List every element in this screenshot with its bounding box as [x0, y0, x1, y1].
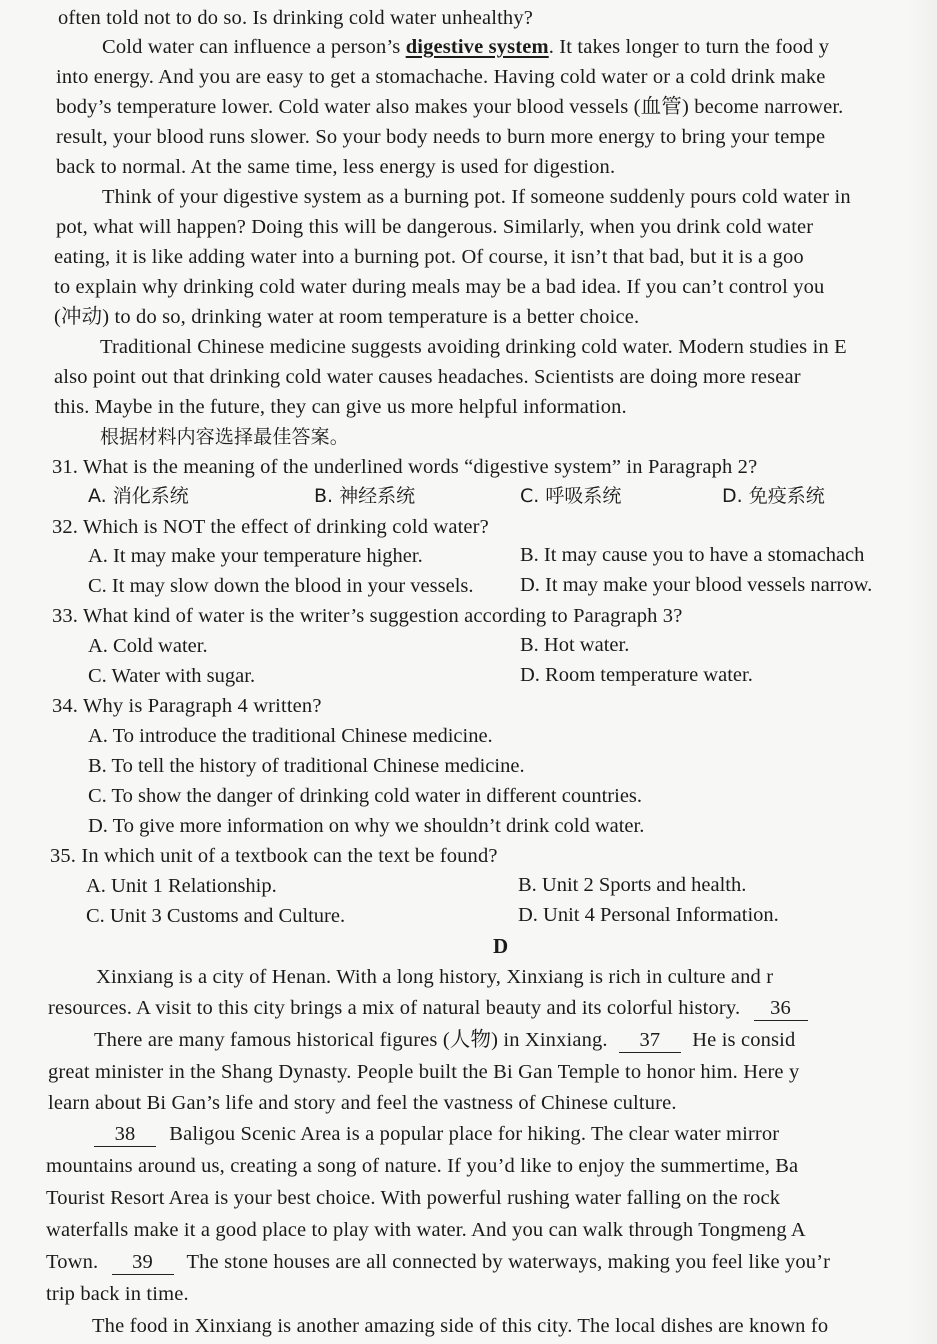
blank-38[interactable]: 38 [94, 1122, 156, 1147]
q35-option-d[interactable]: D. Unit 4 Personal Information. [518, 904, 779, 926]
passage-line: Traditional Chinese medicine suggests avoiding drinking cold water. Modern studies in E [100, 336, 847, 358]
question-32-stem: 32. Which is NOT the effect of drinking cold water? [52, 516, 489, 538]
q33-option-c[interactable]: C. Water with sugar. [88, 665, 256, 687]
q33-option-d[interactable]: D. Room temperature water. [520, 664, 753, 686]
passage-line: Tourist Resort Area is your best choice. With powerful rushing water falling on the rock [46, 1187, 781, 1209]
passage-line: learn about Bi Gan’s life and story and feel the vastness of Chinese culture. [48, 1092, 677, 1114]
passage-line: into energy. And you are easy to get a stomachache. Having cold water or a cold drink make [56, 66, 826, 88]
q32-option-d[interactable]: D. It may make your blood vessels narrow. [520, 574, 873, 596]
q35-option-c[interactable]: C. Unit 3 Customs and Culture. [86, 905, 346, 927]
q32-option-c[interactable]: C. It may slow down the blood in your vessels. [88, 575, 474, 597]
question-31-stem: 31. What is the meaning of the underlined words “digestive system” in Paragraph 2? [52, 456, 758, 478]
passage-line [48, 996, 808, 1021]
passage-line: often told not to do so. Is drinking cold water unhealthy? [58, 7, 533, 29]
q34-option-b[interactable]: B. To tell the history of traditional Chinese medicine. [88, 755, 525, 777]
passage-line: body’s temperature lower. Cold water also makes your blood vessels (血管) become narrower. [56, 96, 844, 118]
passage-line: Xinxiang is a city of Henan. With a long history, Xinxiang is rich in culture and r [96, 966, 774, 988]
passage-line: (冲动) to do so, drinking water at room temperature is a better choice. [54, 306, 640, 328]
text-run: Baligou Scenic Area is a popular place for hiking. The clear water mirror [169, 1123, 780, 1145]
passage-line [46, 1250, 830, 1275]
q33-option-a[interactable]: A. Cold water. [88, 635, 208, 657]
passage-line [94, 1122, 779, 1147]
passage-line: Think of your digestive system as a burning pot. If someone suddenly pours cold water in [102, 186, 851, 208]
q33-option-b[interactable]: B. Hot water. [520, 634, 630, 656]
passage-line: this. Maybe in the future, they can give us more helpful information. [54, 396, 627, 418]
text-run: There are many famous historical figures (人物) in Xinxiang. [94, 1029, 608, 1051]
passage-line: result, your blood runs slower. So your body needs to burn more energy to bring your tempe [56, 126, 826, 148]
q31-option-b[interactable]: B. 神经系统 [314, 485, 416, 507]
q35-option-a[interactable]: A. Unit 1 Relationship. [86, 875, 277, 897]
text-run: He is consid [692, 1029, 796, 1051]
passage-line: trip back in time. [46, 1283, 189, 1305]
passage-line: also point out that drinking cold water causes headaches. Scientists are doing more resear [54, 366, 801, 388]
passage-line: back to normal. At the same time, less energy is used for digestion. [56, 156, 616, 178]
q34-option-a[interactable]: A. To introduce the traditional Chinese medicine. [88, 725, 493, 747]
passage-line: mountains around us, creating a song of nature. If you’d like to enjoy the summertime, Ba [46, 1155, 799, 1177]
q31-option-d[interactable]: D. 免疫系统 [722, 485, 825, 507]
passage-line [102, 35, 829, 59]
blank-36[interactable]: 36 [754, 996, 808, 1021]
passage-line: great minister in the Shang Dynasty. People built the Bi Gan Temple to honor him. Here y [48, 1061, 800, 1083]
instruction: 根据材料内容选择最佳答案。 [100, 426, 349, 448]
section-heading: D [493, 934, 509, 958]
text-run: Cold water can influence a person’s [102, 36, 401, 58]
blank-37[interactable]: 37 [619, 1028, 681, 1053]
passage-line: to explain why drinking cold water during meals may be a bad idea. If you can’t control you [54, 276, 825, 298]
q32-option-b[interactable]: B. It may cause you to have a stomachach [520, 544, 865, 566]
text-run: Town. [46, 1251, 99, 1273]
q35-option-b[interactable]: B. Unit 2 Sports and health. [518, 874, 747, 896]
q31-option-c[interactable]: C. 呼吸系统 [520, 485, 622, 507]
passage-line: eating, it is like adding water into a burning pot. Of course, it isn’t that bad, but it is a goo [54, 246, 804, 268]
underlined-words: digestive system [405, 36, 549, 58]
passage-line: The food in Xinxiang is another amazing side of this city. The local dishes are known fo [92, 1315, 829, 1337]
question-33-stem: 33. What kind of water is the writer’s suggestion according to Paragraph 3? [52, 605, 683, 627]
blank-39[interactable]: 39 [112, 1250, 174, 1275]
passage-line: pot, what will happen? Doing this will be dangerous. Similarly, when you drink cold water [56, 216, 814, 238]
q31-option-a[interactable]: A. 消化系统 [88, 485, 189, 507]
q34-option-d[interactable]: D. To give more information on why we shouldn’t drink cold water. [88, 815, 645, 837]
passage-line [94, 1028, 795, 1053]
question-35-stem: 35. In which unit of a textbook can the text be found? [50, 845, 498, 867]
text-run: . It takes longer to turn the food y [548, 36, 830, 58]
text-run: The stone houses are all connected by waterways, making you feel like you’r [186, 1251, 831, 1273]
passage-line: waterfalls make it a good place to play with water. And you can walk through Tongmeng A [46, 1219, 806, 1241]
question-34-stem: 34. Why is Paragraph 4 written? [52, 695, 322, 717]
q34-option-c[interactable]: C. To show the danger of drinking cold water in different countries. [88, 785, 643, 807]
text-run: resources. A visit to this city brings a mix of natural beauty and its colorful history. [48, 997, 741, 1019]
q32-option-a[interactable]: A. It may make your temperature higher. [88, 545, 423, 567]
page-edge-shadow [907, 0, 937, 1344]
